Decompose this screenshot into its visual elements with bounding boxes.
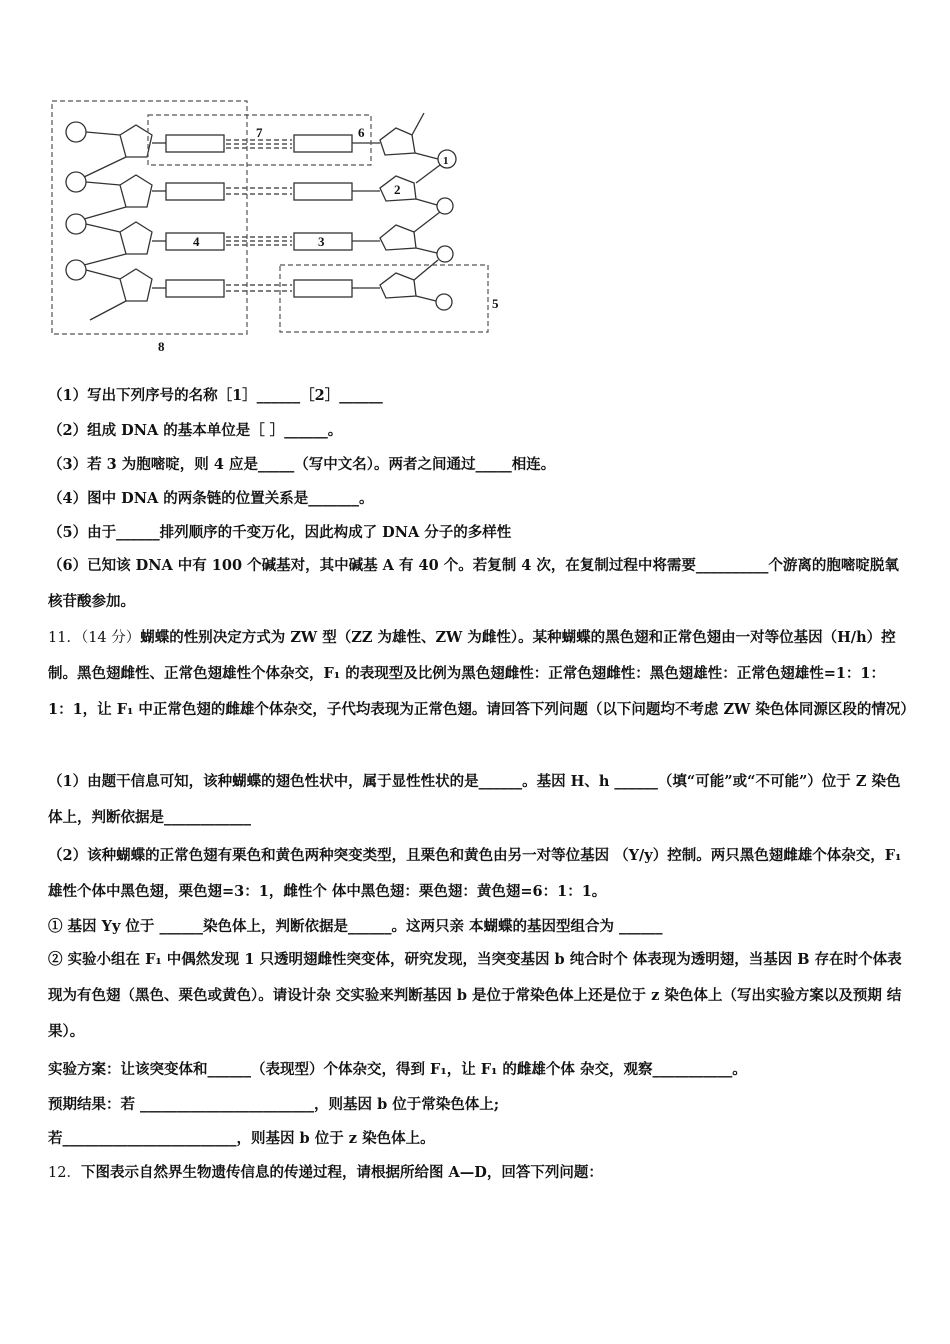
deoxyribose-pentagon (380, 128, 415, 155)
label-6: 6 (358, 125, 365, 140)
q11-expected-result-1: 预期结果：若 ________________________，则基因 b 位于常染色体上; (48, 1096, 500, 1113)
base-rect (166, 135, 224, 152)
q11-part-1: （1）由题干信息可知，该种蝴蝶的翅色性状中，属于显性性状的是______。基因 H、h ______（填“可能”或“不可能”）位于 Z 染色体上，判断依据是____________ (48, 773, 901, 826)
deoxyribose-pentagon (120, 175, 152, 207)
q11-part-2: （2）该种蝴蝶的正常色翅有栗色和黄色两种突变类型，且栗色和黄色由另一对等位基因 （Y/y）控制。两只黑色翅雌雄个体杂交，F₁ 雄性个体中黑色翅，栗色翅=3：1，雌性个 体中黑色翅：栗色翅：黄色翅=6：1：1。 (48, 847, 902, 900)
q10-part-6: （6）已知该 DNA 中有 100 个碱基对，其中碱基 A 有 40 个。若复制 4 次，在复制过程中将需要__________个游离的胞嘧啶脱氧核苷酸参加。 (48, 557, 899, 610)
q10-part-3: （3）若 3 为胞嘧啶，则 4 应是_____（写中文名）。两者之间通过_____相连。 (48, 456, 556, 473)
label-4: 4 (193, 234, 200, 249)
phosphate-circle (437, 198, 453, 214)
box-8 (52, 101, 247, 334)
deoxyribose-pentagon (380, 225, 416, 250)
q10-part-5: （5）由于______排列顺序的千变万化，因此构成了 DNA 分子的多样性 (48, 524, 512, 541)
deoxyribose-pentagon (120, 125, 152, 157)
label-2: 2 (394, 182, 401, 197)
q12-text: 下图表示自然界生物遗传信息的传递过程，请根据所给图 A—D，回答下列问题： (80, 1164, 603, 1181)
q11-experiment-plan: 实验方案：让该突变体和______（表现型）个体杂交，得到 F₁，让 F₁ 的雌雄个体 杂交，观察___________。 (48, 1061, 747, 1078)
phosphate-circle (66, 172, 86, 192)
deoxyribose-pentagon (120, 269, 152, 301)
label-3: 3 (318, 234, 325, 249)
q11-part-2-2: ② 实验小组在 F₁ 中偶然发现 1 只透明翅雌性突变体，研究发现，当突变基因 b 纯合时个 体表现为透明翅，当基因 B 存在时个体表现为有色翅（黑色、栗色或黄色）。请设计杂 交实验来判断基因 b 是位于常染色体上还是位于 z 染色体上（写出实验方案以及预期 结果）。 (48, 951, 902, 1040)
q11-number: 11．（14 分） (48, 630, 141, 646)
base-rect (294, 135, 352, 152)
base-rect (294, 183, 352, 200)
phosphate-circle (66, 122, 86, 142)
phosphate-circle (436, 294, 452, 310)
q12-stem (48, 1163, 603, 1183)
label-1: 1 (443, 155, 449, 167)
q11-intro-text: 蝴蝶的性别决定方式为 ZW 型（ZZ 为雄性、ZW 为雌性）。某种蝴蝶的黑色翅和正常色翅由一对等位基因（H/h）控制。黑色翅雌性、正常色翅雄性个体杂交，F₁ 的表现型及比例为黑色翅雌性：正常色翅雌性：黑色翅雄性：正常色翅雄性=1：1：1：1，让 F₁ 中正常色翅的雌雄个体杂交，子代均表现为正常色翅。请回答下列问题（以下问题均不考虑 ZW 染色体同源区段的情况） (48, 629, 915, 718)
dna-structure-diagram (40, 95, 510, 365)
deoxyribose-pentagon (120, 222, 152, 254)
q10-part-2: （2）组成 DNA 的基本单位是［ ］______。 (48, 422, 343, 439)
label-5: 5 (492, 296, 499, 311)
label-8: 8 (158, 339, 165, 354)
q11-part-2-1: ① 基因 Yy 位于 ______染色体上，判断依据是______。这两只亲 本蝴蝶的基因型组合为 ______ (48, 918, 663, 935)
base-rect (166, 183, 224, 200)
base-rect (166, 280, 224, 297)
phosphate-circle (66, 214, 86, 234)
base-rect (294, 280, 352, 297)
q10-part-1: （1）写出下列序号的名称［1］______［2］______ (48, 387, 383, 404)
q11-expected-result-2: 若________________________，则基因 b 位于 z 染色体上。 (48, 1130, 435, 1147)
deoxyribose-pentagon (380, 273, 416, 298)
phosphate-circle (437, 246, 453, 262)
q12-number: 12． (48, 1165, 81, 1181)
phosphate-circle (66, 260, 86, 280)
label-7: 7 (256, 125, 263, 140)
q11-intro (48, 620, 915, 728)
q10-part-4: （4）图中 DNA 的两条链的位置关系是_______。 (48, 490, 374, 507)
box-5 (280, 265, 488, 332)
